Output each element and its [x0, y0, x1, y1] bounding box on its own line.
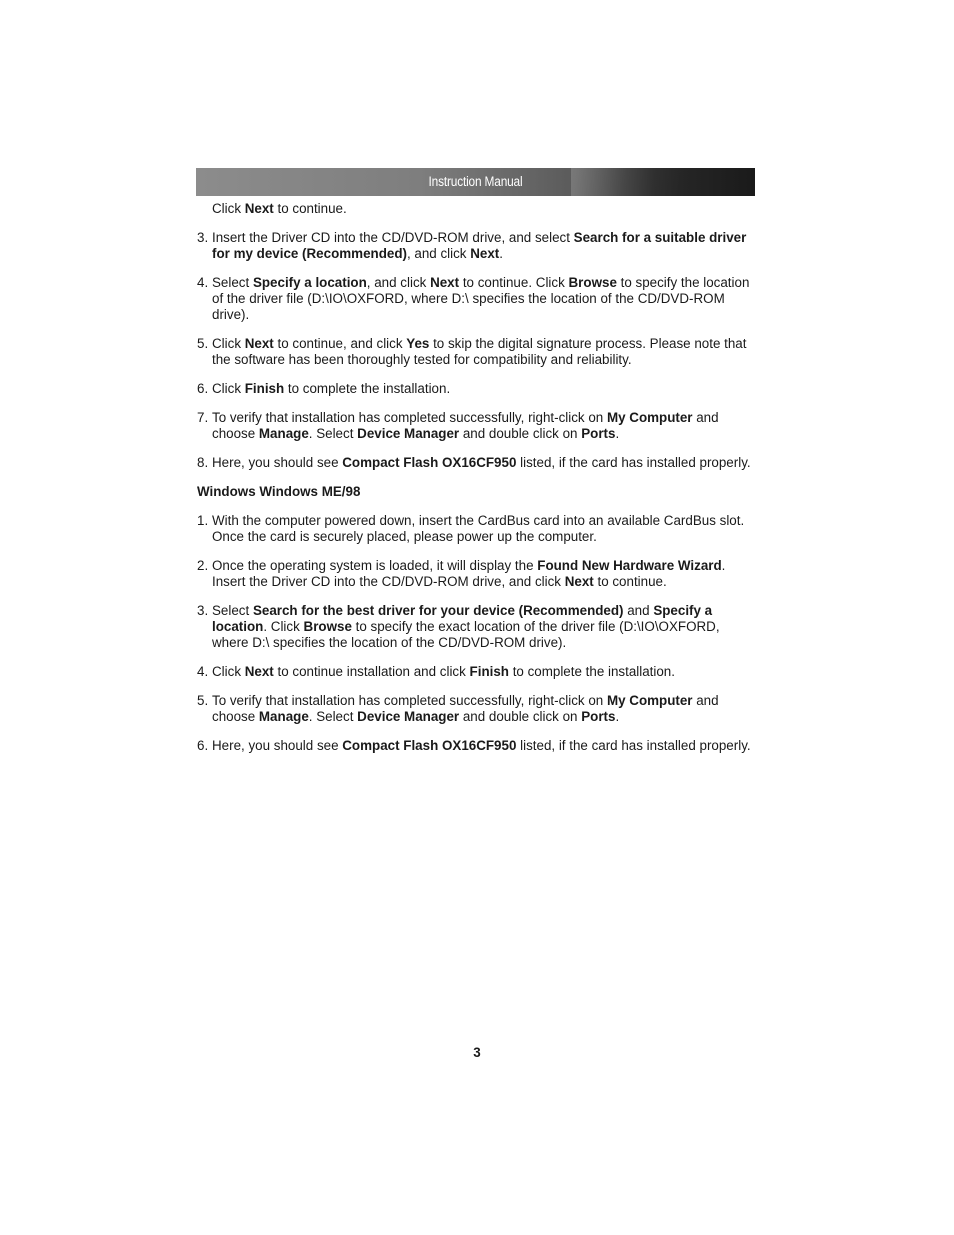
header-title: Instruction Manual	[428, 174, 523, 189]
text-run: to skip the digital signature process. Please note that the software has been thoroughly tested for compatibility and reliability.	[212, 336, 747, 367]
list-item-text	[212, 738, 751, 753]
list-item	[197, 738, 755, 754]
text-run: Select	[212, 275, 253, 290]
bold-text: Ports	[581, 709, 616, 724]
text-run: Click	[212, 201, 245, 216]
list-item-number: 8.	[197, 455, 209, 470]
text-run: to continue. Click	[459, 275, 569, 290]
text-run: to continue.	[593, 574, 667, 589]
list-item	[197, 381, 755, 397]
list-item-text	[212, 230, 746, 261]
text-run: Click	[212, 664, 245, 679]
bold-text: Search for a suitable driver for my device (Recommended)	[212, 230, 747, 261]
list-item-text	[212, 381, 450, 396]
text-run: to continue installation and click	[273, 664, 470, 679]
list-item	[197, 664, 755, 680]
list-item-text	[212, 455, 751, 470]
list-item	[197, 336, 755, 368]
list-item-number: 6.	[197, 381, 209, 396]
bold-text: Next	[244, 664, 274, 679]
text-run: , and click	[406, 246, 471, 261]
list-item-number: 2.	[197, 558, 209, 573]
intro-paragraph	[197, 201, 755, 217]
list-item	[197, 558, 755, 590]
text-run: . Select	[308, 426, 358, 441]
text-run: and double click on	[459, 426, 582, 441]
list-item-text	[212, 664, 675, 679]
text-run: , and click	[366, 275, 431, 290]
text-run: . Click	[263, 619, 304, 634]
list-item-text	[212, 558, 725, 589]
bold-text: Manage	[258, 709, 309, 724]
text-run: listed, if the card has installed properly.	[516, 738, 751, 753]
list-item-number: 5.	[197, 693, 209, 708]
text-run: .	[615, 709, 620, 724]
bold-text: Manage	[258, 426, 309, 441]
bold-text: Next	[430, 275, 460, 290]
text-run: listed, if the card has installed properly.	[516, 455, 751, 470]
bold-text: My Computer	[606, 410, 693, 425]
list-item-text	[212, 275, 749, 322]
text-run: Insert the Driver CD into the CD/DVD-ROM drive, and select	[212, 230, 574, 245]
list-item-number: 6.	[197, 738, 209, 753]
list-item	[197, 603, 755, 651]
list-item-text	[212, 513, 744, 544]
text-run: . Insert the Driver CD into the CD/DVD-ROM drive, and click	[212, 558, 726, 589]
document-body	[197, 200, 755, 767]
text-run: and double click on	[459, 709, 582, 724]
text-run: . Select	[308, 709, 358, 724]
text-run: Here, you should see	[212, 455, 343, 470]
text-run: Here, you should see	[212, 738, 343, 753]
bold-text: Found New Hardware Wizard	[537, 558, 722, 573]
bold-text: Compact Flash OX16CF950	[342, 455, 517, 470]
list-item-text	[212, 603, 720, 650]
bold-text: Finish	[469, 664, 509, 679]
list-item-number: 4.	[197, 275, 209, 290]
list-item	[197, 275, 755, 323]
list-item-number: 1.	[197, 513, 209, 528]
list-item-number: 3.	[197, 230, 209, 245]
bold-text: Next	[244, 201, 274, 216]
list-item	[197, 693, 755, 725]
text-run: With the computer powered down, insert the CardBus card into an available CardBus slot. Once the card is securely placed, please power up the computer.	[212, 513, 745, 544]
text-run: to continue, and click	[273, 336, 407, 351]
list-item	[197, 230, 755, 262]
bold-text: Yes	[406, 336, 430, 351]
text-run: Click	[212, 381, 245, 396]
text-run: Once the operating system is loaded, it will display the	[212, 558, 538, 573]
text-run: to specify the location of the driver file (D:\IO\OXFORD, where D:\ specifies the location of the CD/DVD-ROM drive).	[212, 275, 750, 322]
list-item-number: 3.	[197, 603, 209, 618]
list-item-text	[212, 410, 719, 441]
bold-text: Browse	[303, 619, 352, 634]
list-item-text	[212, 693, 719, 724]
section-heading: Windows Windows ME/98	[197, 484, 361, 499]
bold-text: Specify a location	[212, 603, 713, 634]
bold-text: Browse	[568, 275, 617, 290]
header-bar	[196, 168, 755, 196]
list-item-text	[212, 336, 746, 367]
text-run: to specify the exact location of the driver file (D:\IO\OXFORD, where D:\ specifies the location of the CD/DVD-ROM drive).	[212, 619, 720, 650]
steps-list-2	[197, 513, 755, 754]
list-item	[197, 513, 755, 545]
list-item	[197, 410, 755, 442]
text-run: .	[499, 246, 503, 261]
text-run: Click	[212, 336, 245, 351]
bold-text: Device Manager	[357, 709, 460, 724]
bold-text: Specify a location	[252, 275, 367, 290]
text-run: To verify that installation has completed successfully, right-click on	[212, 693, 607, 708]
text-run: to continue.	[273, 201, 347, 216]
text-run: to complete the installation.	[284, 381, 451, 396]
bold-text: My Computer	[606, 693, 693, 708]
bold-text: Next	[564, 574, 594, 589]
text-run: to complete the installation.	[508, 664, 675, 679]
text-run: and choose	[212, 410, 719, 441]
bold-text: Device Manager	[357, 426, 460, 441]
list-item	[197, 455, 755, 471]
bold-text: Compact Flash OX16CF950	[342, 738, 517, 753]
steps-list-1	[197, 230, 755, 471]
list-item-number: 5.	[197, 336, 209, 351]
bold-text: Search for the best driver for your device (Recommended)	[252, 603, 624, 618]
list-item-number: 7.	[197, 410, 209, 425]
text-run: and	[623, 603, 654, 618]
bold-text: Ports	[581, 426, 616, 441]
bold-text: Next	[244, 336, 274, 351]
bold-text: Finish	[244, 381, 285, 396]
text-run: .	[615, 426, 620, 441]
page-number: 3	[473, 1045, 481, 1060]
text-run: and choose	[212, 693, 719, 724]
text-run: Select	[212, 603, 253, 618]
list-item-number: 4.	[197, 664, 209, 679]
bold-text: Next	[470, 246, 500, 261]
text-run: To verify that installation has completed successfully, right-click on	[212, 410, 607, 425]
